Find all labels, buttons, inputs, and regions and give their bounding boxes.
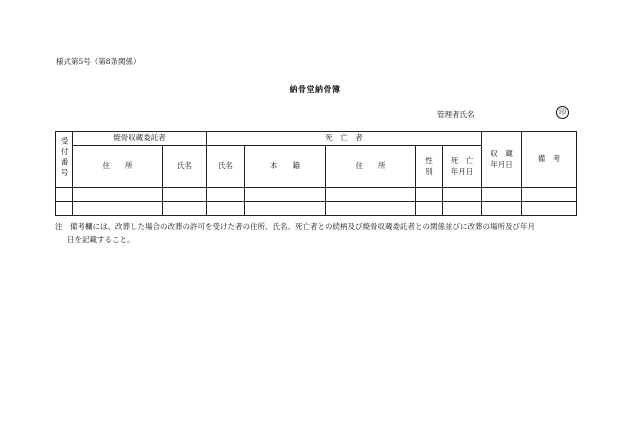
storage-date-header: 収 蔵年月日 [482, 132, 522, 188]
deceased-name-header: 氏名 [207, 146, 245, 188]
deceased-group-header: 死 亡 者 [207, 132, 482, 146]
footnote [55, 220, 585, 246]
footnote-line-2: 日を記載すること。 [67, 235, 135, 244]
table-row [56, 202, 577, 216]
manager-name-label: 管理者氏名 [437, 110, 475, 119]
remarks-header: 備 考 [522, 132, 577, 188]
reception-number-header: 受付番号 [56, 132, 73, 188]
ledger-table [55, 131, 577, 216]
deceased-sex-header: 性別 [416, 146, 443, 188]
requester-name-header: 氏名 [163, 146, 207, 188]
requester-address-header: 住 所 [73, 146, 163, 188]
table-row [56, 188, 577, 202]
deceased-domicile-header: 本 籍 [245, 146, 326, 188]
seal-icon: 印 [556, 106, 569, 119]
deceased-address-header: 住 所 [326, 146, 416, 188]
document-title: 納骨堂納骨簿 [289, 84, 341, 94]
requester-group-header: 焼骨収蔵委託者 [73, 132, 207, 146]
deceased-death-date-header: 死 亡年月日 [443, 146, 482, 188]
form-number: 様式第5号（第8条関係） [56, 57, 141, 66]
footnote-line-1: 注 備考欄には、改葬した場合の改葬の許可を受けた者の住所、氏名、死亡者との続柄及び焼骨収蔵委託者との関係並びに改葬の場所及び年月 [55, 222, 535, 231]
